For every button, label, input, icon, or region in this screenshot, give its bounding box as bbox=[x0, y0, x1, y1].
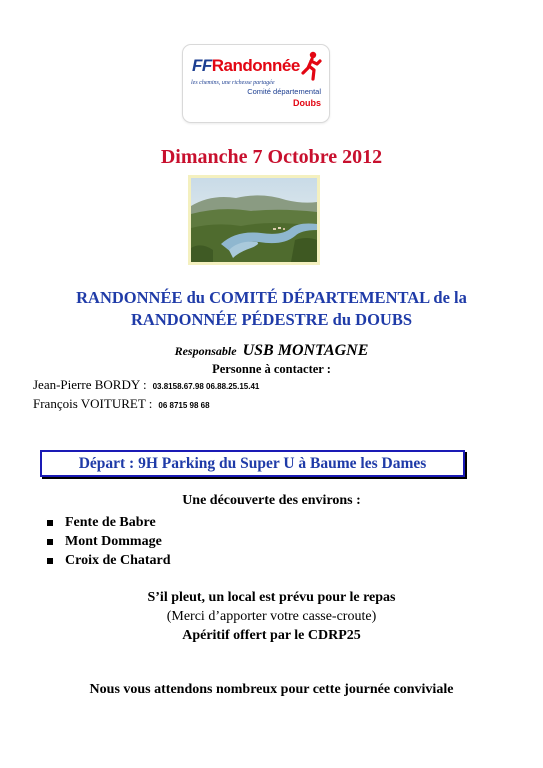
logo-brand-name: Randonnée bbox=[211, 56, 300, 75]
closing-message: Nous vous attendons nombreux pour cette journée conviviale bbox=[89, 682, 454, 697]
rain-line-2: (Merci d’apporter votre casse-croute) bbox=[166, 609, 377, 624]
departure-text: Départ : 9H Parking du Super U à Baume les Dames bbox=[78, 454, 427, 472]
list-item bbox=[47, 532, 171, 551]
event-date-title: Dimanche 7 Octobre 2012 bbox=[160, 146, 383, 168]
headline-line-1: RANDONNÉE du COMITÉ DÉPARTEMENTAL de la bbox=[76, 288, 467, 307]
contact-name: François VOITURET : bbox=[33, 396, 153, 411]
square-bullet-icon bbox=[47, 539, 53, 545]
logo-department: Doubs bbox=[293, 98, 321, 108]
places-list bbox=[47, 513, 171, 570]
place-name: Croix de Chatard bbox=[65, 553, 171, 568]
list-item bbox=[47, 551, 171, 570]
logo-tagline: les chemins, une richesse partagée bbox=[191, 80, 275, 86]
list-item bbox=[47, 513, 171, 532]
hiker-icon bbox=[299, 51, 323, 81]
responsable-label: Responsable bbox=[174, 344, 237, 358]
responsable-line bbox=[0, 342, 543, 360]
headline-line-2: RANDONNÉE PÉDESTRE du DOUBS bbox=[130, 310, 413, 329]
responsable-value: USB MONTAGNE bbox=[242, 342, 369, 359]
contact-row bbox=[33, 396, 210, 412]
logo-committee: Comité départemental bbox=[247, 87, 321, 96]
rain-line-3: Apéritif offert par le CDRP25 bbox=[182, 628, 361, 643]
square-bullet-icon bbox=[47, 520, 53, 526]
contact-phones: 06 8715 98 68 bbox=[158, 401, 210, 410]
logo-brand-ff: FF bbox=[192, 56, 212, 75]
landscape-river-photo bbox=[188, 175, 320, 265]
contact-name: Jean-Pierre BORDY : bbox=[33, 377, 147, 392]
ffrandonnee-logo bbox=[182, 44, 330, 123]
contact-phones: 03.8158.67.98 06.88.25.15.41 bbox=[152, 382, 260, 391]
rain-line-1: S’il pleut, un local est prévu pour le repas bbox=[147, 590, 396, 605]
contact-row bbox=[33, 377, 259, 393]
event-headline bbox=[0, 287, 543, 331]
place-name: Fente de Babre bbox=[65, 515, 156, 530]
rain-info bbox=[0, 588, 543, 645]
logo-brand bbox=[192, 56, 300, 76]
contact-title: Personne à contacter : bbox=[212, 362, 331, 376]
place-name: Mont Dommage bbox=[65, 534, 162, 549]
departure-box bbox=[40, 450, 465, 477]
square-bullet-icon bbox=[47, 558, 53, 564]
discovery-title: Une découverte des environs : bbox=[182, 493, 361, 508]
